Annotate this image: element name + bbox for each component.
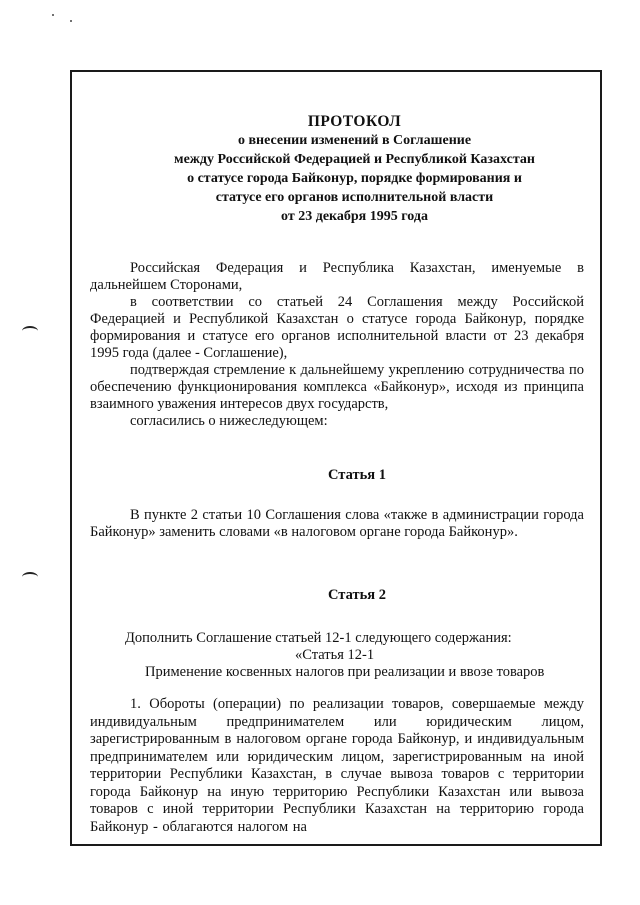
scan-speck: [70, 20, 72, 22]
preamble: [90, 260, 584, 430]
document-content: [90, 112, 584, 836]
preamble-paragraph: подтверждая стремление к дальнейшему укреплению сотрудничества по обеспечению функционирования комплекса «Байконур», исходя из принципа взаимного уважения интересов двух государств,: [90, 362, 584, 412]
preamble-paragraph: согласились о нижеследующем:: [130, 413, 328, 429]
article-2-intro: Дополнить Соглашение статьей 12-1 следующего содержания:: [125, 630, 512, 646]
document-title: [125, 112, 584, 226]
title-main: ПРОТОКОЛ: [307, 113, 402, 130]
title-line: между Российской Федерацией и Республикой Казахстан: [174, 152, 535, 167]
binding-hole-mark: [22, 572, 38, 582]
article-1-heading: Статья 1: [328, 467, 386, 483]
preamble-paragraph: в соответствии со статьей 24 Соглашения между Российской Федерацией и Республикой Казахстан о статусе города Байконур, порядке формирования и статусе его органов исполнительной власти от 23 декабря 1995 года (далее - Соглашение),: [90, 294, 584, 361]
new-article-name: Применение косвенных налогов при реализации и ввозе товаров: [145, 664, 545, 680]
title-line: статусе его органов исполнительной власти: [215, 190, 494, 205]
article-2-heading: Статья 2: [328, 587, 386, 603]
preamble-paragraph: Российская Федерация и Республика Казахстан, именуемые в дальнейшем Сторонами,: [90, 260, 584, 293]
document-frame: [70, 70, 602, 846]
title-line: от 23 декабря 1995 года: [281, 209, 428, 224]
article-1-text: В пункте 2 статьи 10 Соглашения слова «также в администрации города Байконур» заменить словами «в налоговом органе города Байконур».: [90, 507, 584, 540]
clause-1: 1. Обороты (операции) по реализации товаров, совершаемые между индивидуальным предпринимателем или юридическим лицом, зарегистрированным в налоговом органе города Байконур, и индивидуальным предпринимателем или юридическим лицом, зарегистрированным на иной территории Республики Казахстан, в случае вывоза товаров с территории города Байконур на иную территорию Республики Казахстан или вывоза товаров с иной территории Республики Казахстан на территорию города Байконур - облагаются налогом на: [90, 696, 584, 835]
binding-hole-mark: [22, 326, 38, 336]
title-line: о внесении изменений в Соглашение: [237, 133, 472, 148]
title-line: о статусе города Байконур, порядке формирования и: [187, 171, 522, 186]
article-2-intro-block: [90, 630, 584, 681]
scan-speck: [52, 14, 54, 16]
new-article-title: «Статья 12-1: [295, 647, 375, 663]
